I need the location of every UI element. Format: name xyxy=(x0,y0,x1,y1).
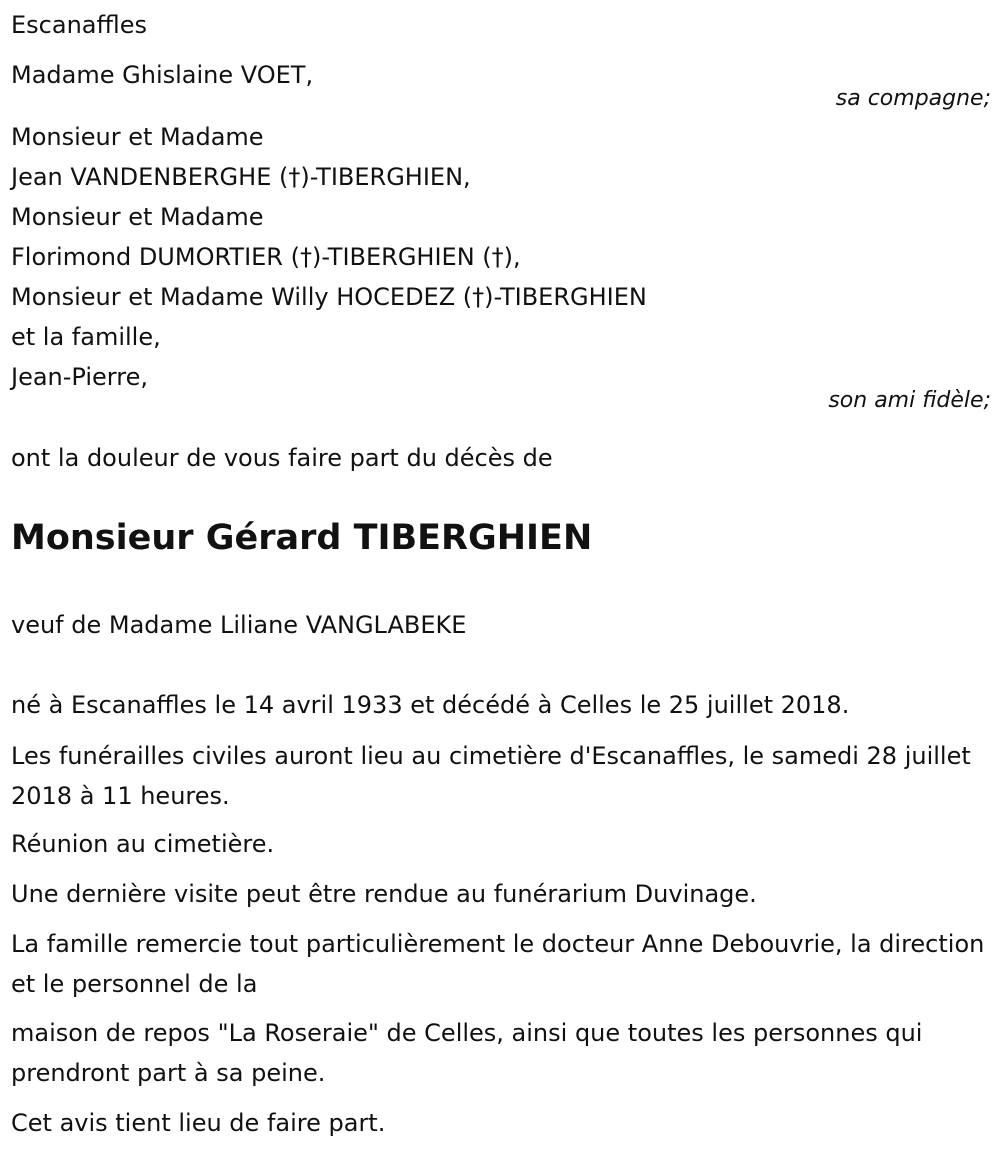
family-line: Monsieur et Madame xyxy=(11,203,264,231)
deceased-name: Monsieur Gérard TIBERGHIEN xyxy=(11,518,593,558)
companion-name: Madame Ghislaine VOET, xyxy=(11,61,314,89)
family-line: Jean VANDENBERGHE (†)-TIBERGHIEN, xyxy=(11,163,471,191)
friend-role: son ami fidèle; xyxy=(828,388,991,413)
family-line: Monsieur et Madame xyxy=(11,123,264,151)
companion-role: sa compagne; xyxy=(835,86,991,111)
family-line: et la famille, xyxy=(11,323,161,351)
family-line: Florimond DUMORTIER (†)-TIBERGHIEN (†), xyxy=(11,243,521,271)
place-heading: Escanaffles xyxy=(11,11,147,39)
visit-info: Une dernière visite peut être rendue au funérarium Duvinage. xyxy=(11,880,757,908)
family-line: Monsieur et Madame Willy HOCEDEZ (†)-TIBERGHIEN xyxy=(11,283,647,311)
thanks-part-2: maison de repos "La Roseraie" de Celles, ainsi que toutes les personnes qui prendront part à sa peine. xyxy=(11,1019,923,1087)
funeral-info: Les funérailles civiles auront lieu au cimetière d'Escanaffles, le samedi 28 juillet 2018 à 11 heures. xyxy=(11,742,971,810)
meeting-info: Réunion au cimetière. xyxy=(11,830,275,858)
thanks-part-1: La famille remercie tout particulièrement le docteur Anne Debouvrie, la direction et le personnel de la xyxy=(11,930,985,998)
widower-of: veuf de Madame Liliane VANGLABEKE xyxy=(11,611,467,639)
closing-line: Cet avis tient lieu de faire part. xyxy=(11,1109,386,1137)
announcement: ont la douleur de vous faire part du décès de xyxy=(11,444,553,472)
birth-death: né à Escanaffles le 14 avril 1933 et décédé à Celles le 25 juillet 2018. xyxy=(11,691,850,719)
family-line: Jean-Pierre, xyxy=(11,363,148,391)
